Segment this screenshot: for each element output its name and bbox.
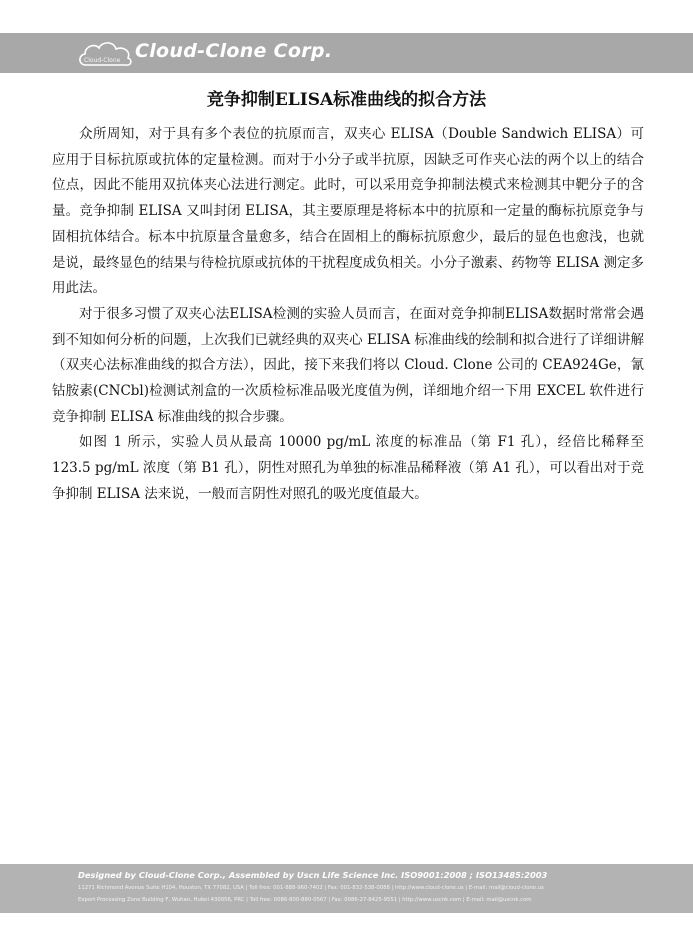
footer-address-us: 11271 Richmond Avenue Suite H104, Houston, TX 77082, USA | Toll free: 001-888-960-7402 | Fax: 001-832-538-0088 | http://www.cloud-clone.us | E-mail: mail@cloud-clone.us <box>78 885 544 891</box>
company-name: Cloud-Clone Corp. <box>135 40 333 62</box>
header-band <box>0 33 693 73</box>
cloud-logo-icon <box>76 35 134 71</box>
paragraph-1: 众所周知，对于具有多个表位的抗原而言，双夹心 ELISA（Double Sandwich ELISA）可应用于目标抗原或抗体的定量检测。而对于小分子或半抗原，因缺乏可作夹心法的两个以上的结合位点，因此不能用双抗体夹心法进行测定。此时，可以采用竞争抑制法模式来检测其中靶分子的含量。竞争抑制 ELISA 又叫封闭 ELISA，其主要原理是将标本中的抗原和一定量的酶标抗原竞争与固相抗体结合。标本中抗原量含量愈多，结合在固相上的酶标抗原愈少，最后的显色也愈浅，也就是说，最终显色的结果与待检抗原或抗体的干扰程度成负相关。小分子激素、药物等 ELISA 测定多用此法。 <box>52 126 644 297</box>
page-title: 竞争抑制ELISA标准曲线的拟合方法 <box>206 90 487 110</box>
footer-credits: Designed by Cloud-Clone Corp., Assembled by Uscn Life Science Inc. ISO9001:2008 ; ISO13485:2003 <box>78 870 548 880</box>
logo-text: Cloud-Clone <box>84 57 121 64</box>
paragraph-2: 对于很多习惯了双夹心法ELISA检测的实验人员而言，在面对竞争抑制ELISA数据时常常会遇到不知如何分析的问题，上次我们已就经典的双夹心 ELISA 标准曲线的绘制和拟合进行了详细讲解（双夹心法标准曲线的拟合方法），因此，接下来我们将以 Cloud. Clone 公司的 CEA924Ge，氰钴胺素(CNCbl)检测试剂盒的一次质检标准品吸光度值为例，详细地介绍一下用 EXCEL 软件进行竞争抑制 ELISA 标准曲线的拟合步骤。 <box>52 305 644 425</box>
paragraph-3: 如图 1 所示，实验人员从最高 10000 pg/mL 浓度的标准品（第 F1 孔），经倍比稀释至 123.5 pg/mL 浓度（第 B1 孔），阴性对照孔为单独的标准品稀释液（第 A1 孔），可以看出对于竞争抑制 ELISA 法来说，一般而言阴性对照孔的吸光度值最大。 <box>52 434 644 502</box>
document-body <box>52 122 644 508</box>
footer-address-cn: Export Processing Zone Building F, Wuhan, Hubei 430056, PRC | Toll free: 0086-800-880-0567 | Fax: 0086-27-8425-9551 | http://www.uscnk.com | E-mail: mail@uscnk.com <box>78 897 532 903</box>
footer-band <box>0 864 693 913</box>
